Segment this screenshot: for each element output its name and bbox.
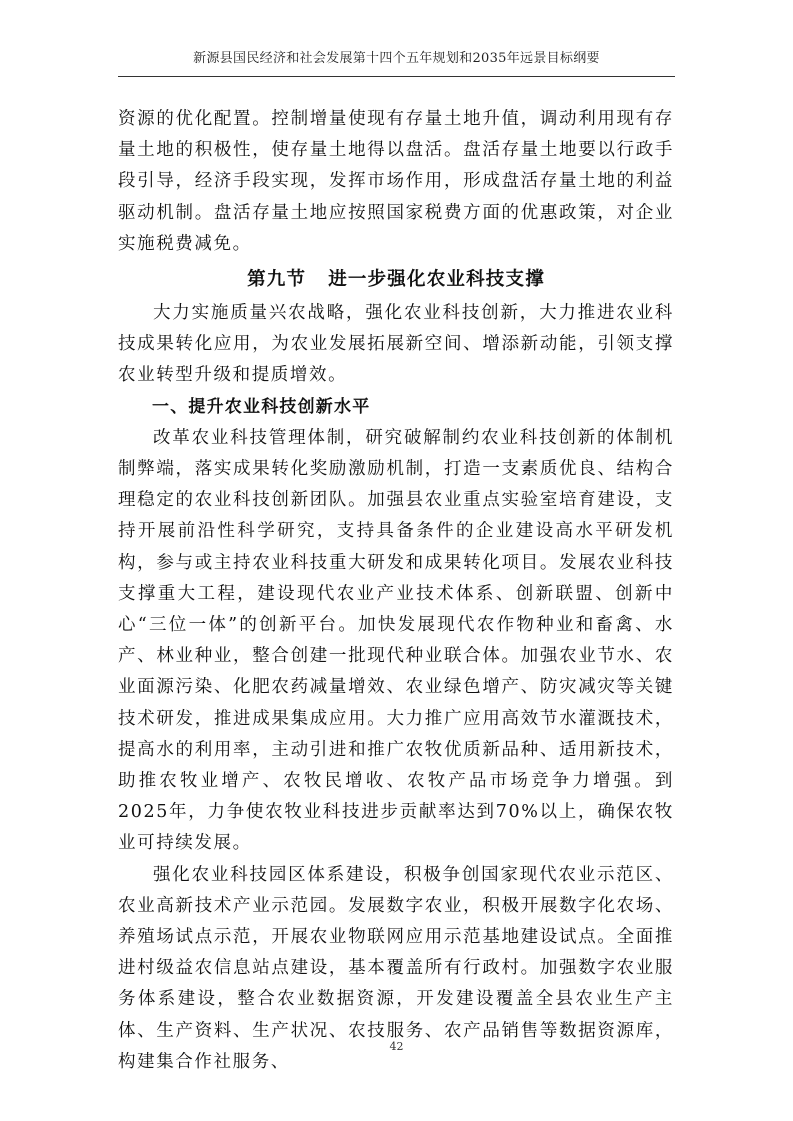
section-title: 进一步强化农业科技支撑 xyxy=(328,269,545,291)
section-intro-paragraph: 大力实施质量兴农战略，强化农业科技创新，大力推进农业科技成果转化应用，为农业发展拓展新空间、增添新动能，引领支撑农业转型升级和提质增效。 xyxy=(118,303,674,386)
page-number: 42 xyxy=(389,1040,404,1053)
section-number: 第九节 xyxy=(247,269,307,291)
document-body xyxy=(118,104,674,1078)
section-heading xyxy=(118,260,674,298)
continued-paragraph: 资源的优化配置。控制增量使现有存量土地升值，调动利用现有存量土地的积极性，使存量土地得以盘活。盘活存量土地要以行政手段引导，经济手段实现，发挥市场作用，形成盘活存量土地的利益驱动机制。盘活存量土地应按照国家税费方面的优惠政策，对企业实施税费减免。 xyxy=(118,109,674,254)
header-divider xyxy=(118,76,675,77)
page-header: 新源县国民经济和社会发展第十四个五年规划和2035年远景目标纲要 xyxy=(193,51,600,66)
body-paragraph-2: 强化农业科技园区体系建设，积极争创国家现代农业示范区、农业高新技术产业示范园。发展数字农业，积极开展数字化农场、养殖场试点示范，开展农业物联网应用示范基地建设试点。全面推进村级益农信息站点建设，基本覆盖所有行政村。加强数字农业服务体系建设，整合农业数据资源，开发建设覆盖全县农业生产主体、生产资料、生产状况、农技服务、农产品销售等数据资源库，构建集合作社服务、 xyxy=(118,864,674,1072)
subsection-heading: 一、提升农业科技创新水平 xyxy=(152,396,371,417)
body-paragraph-1: 改革农业科技管理体制，研究破解制约农业科技创新的体制机制弊端，落实成果转化奖励激励机制，打造一支素质优良、结构合理稳定的农业科技创新团队。加强县农业重点实验室培育建设，支持开展前沿性科学研究，支持具备条件的企业建设高水平研发机构，参与或主持农业科技重大研发和成果转化项目。发展农业科技支撑重大工程，建设现代农业产业技术体系、创新联盟、创新中心“三位一体”的创新平台。加快发展现代农作物种业和畜禽、水产、林业种业，整合创建一批现代种业联合体。加强农业节水、农业面源污染、化肥农药减量增效、农业绿色增产、防灾减灾等关键技术研发，推进成果集成应用。大力推广应用高效节水灌溉技术，提高水的利用率，主动引进和推广农牧优质新品种、适用新技术，助推农牧业增产、农牧民增收、农牧产品市场竞争力增强。到2025年，力争使农牧业科技进步贡献率达到70%以上，确保农牧业可持续发展。 xyxy=(118,427,674,854)
